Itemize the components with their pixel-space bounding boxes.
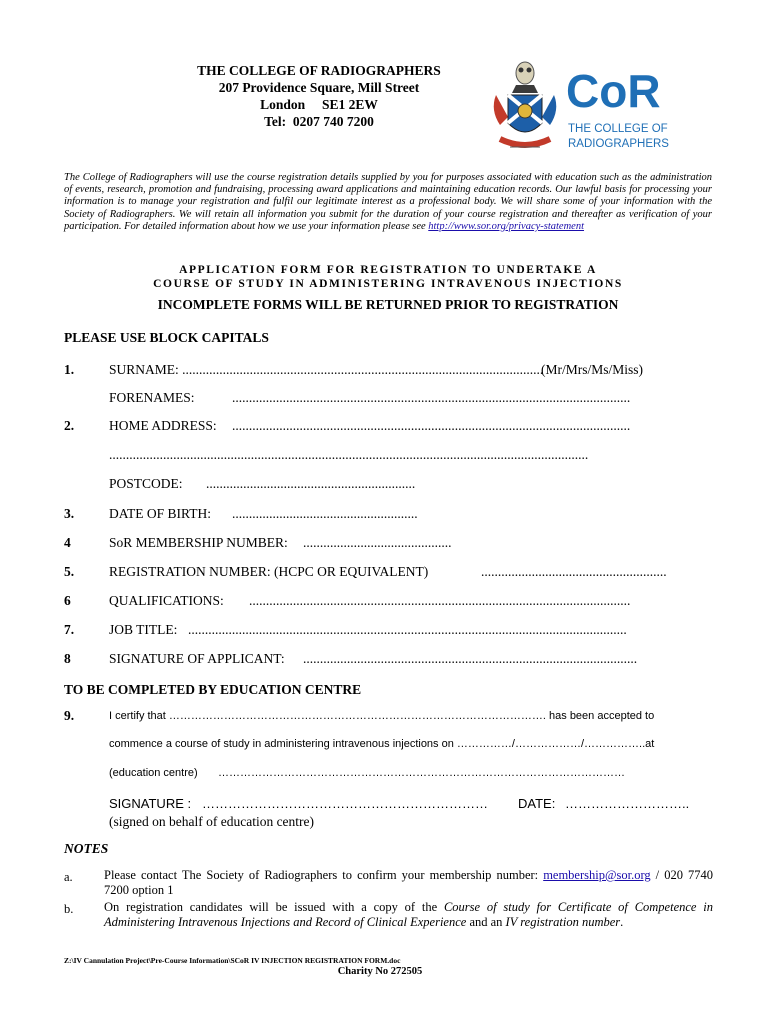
college-address-block: [160, 62, 478, 130]
membership-email-link[interactable]: membership@sor.org: [543, 868, 651, 882]
cor-wordmark: CoR: [566, 65, 661, 117]
form-title: [64, 263, 712, 291]
college-name: THE COLLEGE OF RADIOGRAPHERS: [197, 63, 441, 78]
title-options: (Mr/Mrs/Ms/Miss): [541, 362, 644, 377]
note-a: [104, 868, 713, 898]
note-b-text2: and an: [466, 915, 506, 929]
privacy-notice: [64, 172, 712, 233]
city-postcode: London SE1 2EW: [260, 97, 378, 112]
field-number-6: 6: [64, 593, 71, 608]
commence-statement[interactable]: commence a course of study in administering intravenous injections on ……………/………………/……………..at: [109, 738, 655, 750]
centre-date-label: DATE:: [518, 796, 556, 811]
incomplete-warning: INCOMPLETE FORMS WILL BE RETURNED PRIOR TO REGISTRATION: [157, 297, 619, 312]
date-of-birth-label: DATE OF BIRTH:: [109, 506, 211, 521]
job-title-field[interactable]: ..................................................................................................................................: [188, 622, 627, 637]
form-title-line1: APPLICATION FORM FOR REGISTRATION TO UNDERTAKE A: [179, 264, 597, 276]
privacy-text: The College of Radiographers will use the course registration details supplied by you for purposes associated with education such as the administration of events, research, promotion and fundraising, processing award applications and maintaining education records. Our lawful basis for processing your information is to manage your registration and fulfil our legitimate interest as a professional body. We will share some of your information with the Society of Radiographers. We will retain all information you submit for the duration of your course registration and thereafter as verification of your participation. For detailed information about how we use your information please see: [64, 172, 712, 232]
telephone: Tel: 0207 740 7200: [264, 114, 374, 129]
home-address-field[interactable]: ......................................................................................................................: [232, 418, 631, 433]
signed-on-behalf-note: (signed on behalf of education centre): [109, 814, 315, 829]
signature-label: SIGNATURE OF APPLICANT:: [109, 651, 285, 666]
note-b-course-title: Course of study for Certificate of Competence in Administering Intravenous Injections and Record of Clinical Experience: [104, 900, 713, 929]
sor-membership-label: SoR MEMBERSHIP NUMBER:: [109, 535, 288, 550]
privacy-statement-link[interactable]: http://www.sor.org/privacy-statement: [428, 220, 585, 232]
centre-date-field[interactable]: ………………………..: [565, 796, 690, 811]
field-number-8: 8: [64, 651, 71, 666]
education-centre-heading: TO BE COMPLETED BY EDUCATION CENTRE: [64, 682, 362, 697]
note-a-text: Please contact The Society of Radiographers to confirm your membership number:: [104, 868, 544, 882]
cor-subtitle-2: RADIOGRAPHERS: [568, 138, 669, 150]
street-address: 207 Providence Square, Mill Street: [218, 80, 420, 95]
field-number-4: 4: [64, 535, 71, 550]
field-number-5: 5.: [64, 564, 75, 579]
registration-number-label: REGISTRATION NUMBER: (HCPC OR EQUIVALENT): [109, 564, 429, 579]
sor-membership-field[interactable]: ............................................: [303, 535, 452, 550]
certify-statement[interactable]: I certify that …………………………………………………………………………………………. has been accepted to: [109, 710, 655, 722]
field-number-9: 9.: [64, 708, 75, 723]
notes-heading: NOTES: [64, 841, 109, 856]
note-a-tail: / 020 7740 7200 option 1: [104, 868, 713, 897]
cor-logo: [486, 55, 692, 163]
home-address-label: HOME ADDRESS:: [109, 418, 217, 433]
postcode-label: POSTCODE:: [109, 476, 183, 491]
centre-signature-label: SIGNATURE :: [109, 796, 192, 811]
signature-field[interactable]: ...................................................................................................: [303, 651, 638, 666]
registration-number-field[interactable]: .......................................................: [481, 564, 667, 579]
note-a-label: a.: [64, 870, 73, 884]
address-line-2-field[interactable]: ..............................................................................................................................................: [109, 447, 589, 462]
form-title-line2: COURSE OF STUDY IN ADMINISTERING INTRAVENOUS INJECTIONS: [153, 278, 623, 290]
field-number-7: 7.: [64, 622, 75, 637]
note-b-iv-registration: IV registration number: [505, 915, 621, 929]
qualifications-label: QUALIFICATIONS:: [109, 593, 224, 608]
note-b-text3: .: [620, 915, 624, 929]
document-file-path: Z:\IV Cannulation Project\Pre-Course Information\SCoR IV INJECTION REGISTRATION FORM.doc: [64, 956, 401, 965]
block-capitals-instruction: PLEASE USE BLOCK CAPITALS: [64, 330, 269, 345]
postcode-field[interactable]: ..............................................................: [206, 476, 416, 491]
field-number-3: 3.: [64, 506, 75, 521]
centre-signature-field[interactable]: …………………………………………………………: [202, 796, 488, 811]
date-of-birth-field[interactable]: .......................................................: [232, 506, 418, 521]
forenames-label: FORENAMES:: [109, 390, 195, 405]
cor-subtitle-1: THE COLLEGE OF: [568, 123, 668, 135]
note-b-label: b.: [64, 902, 74, 916]
surname-field[interactable]: SURNAME: ...........................................................................................................: [109, 362, 544, 377]
forenames-field[interactable]: ......................................................................................................................: [232, 390, 631, 405]
note-b: [104, 900, 713, 930]
education-centre-field[interactable]: …………………………………………………………………………………………………: [218, 767, 625, 779]
note-b-text1: On registration candidates will be issued with a copy of the: [104, 900, 444, 914]
job-title-label: JOB TITLE:: [109, 622, 178, 637]
education-centre-label: (education centre): [109, 767, 198, 779]
field-number-2: 2.: [64, 418, 75, 433]
coat-of-arms-icon: [486, 55, 564, 163]
qualifications-field[interactable]: .................................................................................................................: [249, 593, 631, 608]
field-number-1: 1.: [64, 362, 75, 377]
charity-number: Charity No 272505: [337, 966, 423, 977]
